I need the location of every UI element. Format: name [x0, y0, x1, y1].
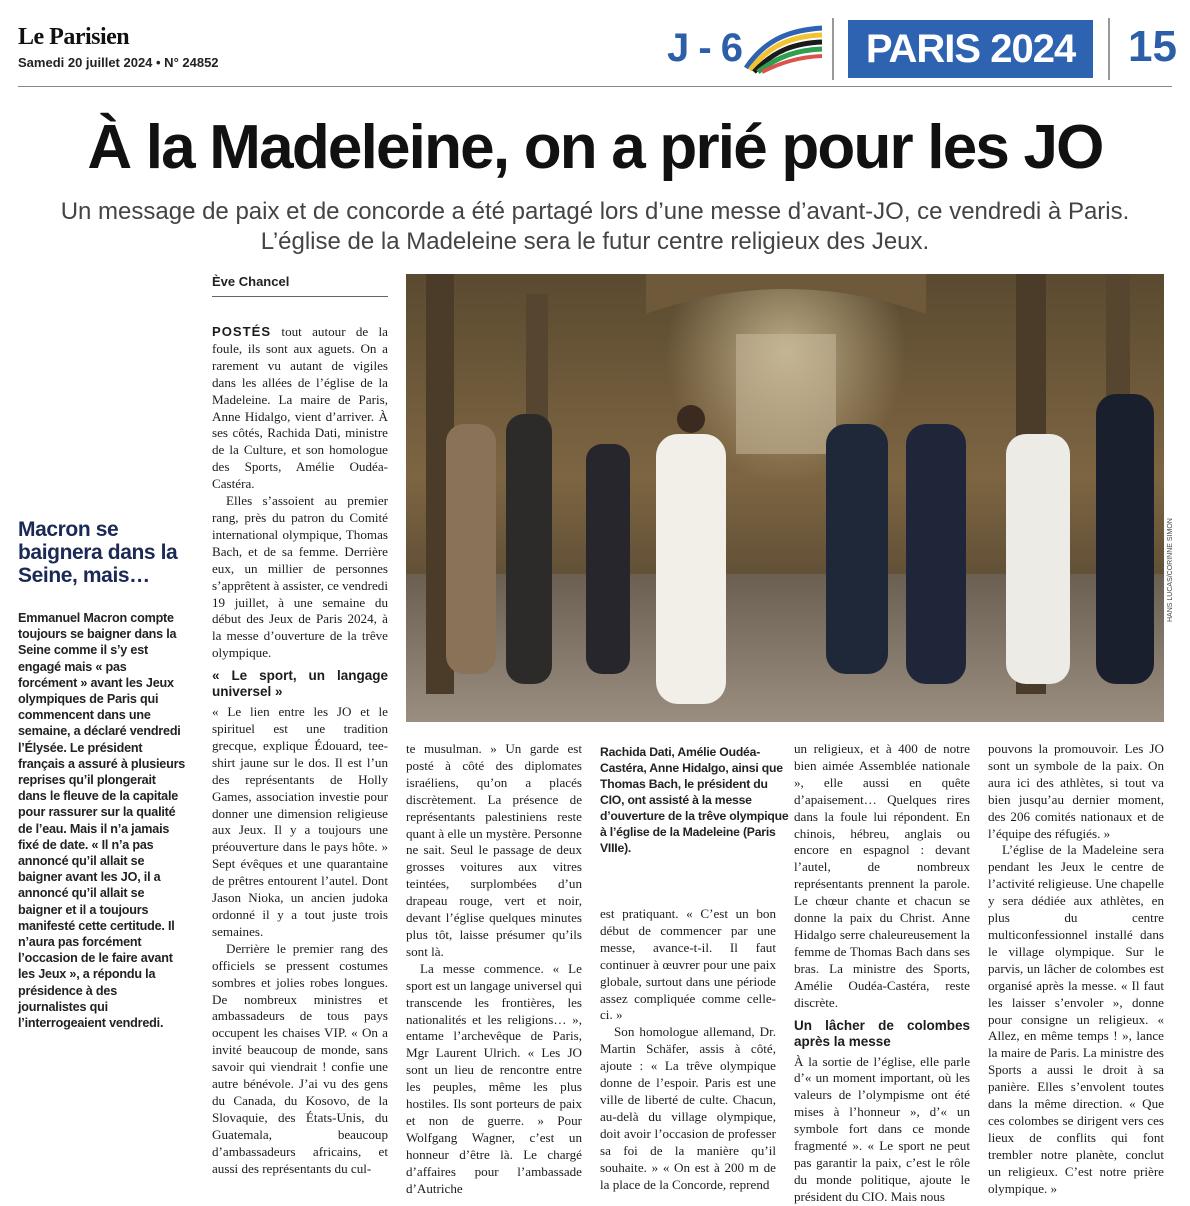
paragraph: « Le lien entre les JO et le spirituel est une tradition grecque, explique Édouard, tee-shirt jaune sur le dos. Il est l’un des représentants de Holly Games, association investie pour donner une dimension religieuse aux Jeux. Il y a toujours une préouverture dans le pays hôte. » Sept évêques et une quarantaine de prêtres entourent l’autel. Dont Jason Nioka, un ancien judoka ordonné il y a tout juste trois semaines. [212, 704, 388, 939]
olympic-ribbon-icon [742, 24, 824, 74]
subhead: Un lâcher de colombes après la messe [794, 1017, 970, 1049]
paragraph: À la sortie de l’église, elle parle d’« un moment important, où les valeurs de l’olympisme ont été mises à l’honneur », d’« un symbole fort dans ce monde fragmenté ». « Le sport ne peut pas garantir la paix, c’est le rôle du monde politique, ajoute le président du CIO. Mais nous [794, 1053, 970, 1204]
article-column-1 [212, 324, 388, 1178]
issue-date-line: Samedi 20 juillet 2024 • N° 24852 [18, 55, 219, 70]
subhead: « Le sport, un langage universel » [212, 668, 388, 700]
paragraph: Elles s’assoient au premier rang, près du patron du Comité international olympique, Thomas Bach, et de sa femme. Derrière eux, un millier de personnes s’apprêtent à assister, ce vendredi 19 juillet, à une semaine du début des Jeux de Paris 2024, à la messe d’ouverture de la trêve olympique. [212, 493, 388, 661]
paragraph-text: tout autour de la foule, ils sont aux aguets. On a rarement vu autant de vigiles dans les allées de l’église de la Madeleine. La maire de Paris, Anne Hidalgo, vient d’arriver. À ses côtés, Rachida Dati, ministre de la Culture, et son homologue des Sports, Amélie Oudéa-Castéra. [212, 324, 388, 492]
subtitle-line-2: L’église de la Madeleine sera le futur centre religieux des Jeux. [260, 228, 930, 255]
header-divider [1108, 18, 1110, 80]
paragraph: un religieux, et à 400 de notre bien aimée Assemblée nationale », elle aussi en quête d’apaisement… Quelques rires dans la foule lui répondent. En chinois, hébreu, anglais ou encore en espagnol : devant l’autel, de nombreux représentants prennent la parole. Le chœur chante et chacun se donne la paix du Christ. Anne Hidalgo serre chaleureusement la femme de Thomas Bach dans ses bras. La ministre des Sports, Amélie Oudéa-Castéra, reste discrète. [794, 741, 970, 1010]
newspaper-logo: Le Parisien [18, 24, 130, 50]
header-rule [18, 86, 1172, 87]
paragraph: L’église de la Madeleine sera pendant les Jeux le centre de l’activité religieuse. Une chapelle y sera dédiée aux athlètes, en plus du centre multiconfessionnel installé dans le village olympique. Sur le parvis, un lâcher de colombes est organisé après la messe. « Il faut les laisser s’envoler », donne pour consigne un religieux. « Allez, en même temps ! », lance la maire de Paris. La ministre des Sports a aussi le droit à sa panière. Elles s’envolent toutes dans la même direction. « Que ces colombes se dirigent vers ces lieux de conflits qui font trembler notre planète, conclut un religieux. C’est notre prière olympique. » [988, 842, 1164, 1196]
header-divider [832, 18, 834, 80]
photo-caption: Rachida Dati, Amélie Oudéa-Castéra, Anne Hidalgo, ainsi que Thomas Bach, le président du CIO, ont assisté à la messe d’ouverture de la trêve olympique à l’église de la Madeleine (Paris VIIIe). [600, 745, 789, 855]
article-column-2 [406, 741, 582, 1197]
lead-caps: POSTÉS [212, 324, 272, 339]
paragraph: est pratiquant. « C’est un bon début de commencer par une messe, avance-t-il. Il faut continuer à œuvrer pour une paix globale, surtout dans une période assez compliquée comme celle-ci. » [600, 906, 776, 1023]
subtitle-line-1: Un message de paix et de concorde a été partagé lors d’une messe d’avant-JO, ce vendredi à Paris. [60, 198, 1130, 225]
paragraph [212, 324, 388, 493]
paragraph: pouvons la promouvoir. Les JO sont un symbole de la paix. On aura ici des athlètes, si tout va bien jusqu’au dernier moment, des 206 comités nationaux et de l’équipe des réfugiés. » [988, 741, 1164, 841]
sidebar-text: Emmanuel Macron compte toujours se baigner dans la Seine comme il s’y est engagé mais « pas forcément » avant les Jeux olympiques de Paris qui commencent dans une semaine, a déclaré vendredi l’Élysée. Le président français a assuré à plusieurs reprises qu’il plongerait dans le fleuve de la capitale pour rassurer sur la qualité de l’eau. Mais il n’a jamais fixé de date. « Il n’a pas annoncé qu’il allait se baigner avant les JO, il a annoncé qu’il allait se baigner et il a toujours manifesté cette certitude. Il n’aura pas forcément l’occasion de le faire avant les Jeux », a répondu la présidence à des journalistes qui l’interrogeaient vendredi. [18, 611, 186, 1031]
paragraph: La messe commence. « Le sport est un langage universel qui transcende les frontières, les nationalités et les religions… », entame l’archevêque de Paris, Mgr Laurent Ulrich. « Les JO sont un lieu de rencontre entre les peuples, même les plus hostiles. Ils sont porteurs de paix et non de guerre. » Pour Wolfgang Wagner, c’est un honneur d’être là. Le chargé d’affaires pour l’ambassade d’Autriche [406, 960, 582, 1196]
article-column-3 [600, 906, 776, 1193]
section-banner: PARIS 2024 [848, 20, 1093, 78]
byline-rule [212, 296, 388, 297]
paragraph: Son homologue allemand, Dr. Martin Schäfer, assis à côté, ajoute : « La trêve olympique donne de l’espoir. Paris est une ville de liberté de culte. Chacun, au-delà du village olympique, doit avoir l’occasion de professer sa foi de la manière qu’il souhaite. » « On est à 200 m de la place de la Concorde, reprend [600, 1024, 776, 1192]
sidebar-title: Macron se baignera dans la Seine, mais… [18, 518, 178, 587]
paragraph: te musulman. » Un garde est posté à côté des diplomates israéliens, qu’on a placés discrètement. La présence de représentants palestiniens reste quant à elle un mystère. Personne ne sait. Seul le passage de deux grosses voitures aux vitres teintées, surplombées d’un drapeau rouge, vert et noir, devant l’église quelques minutes plus tôt, laisse présumer qu’ils sont là. [406, 741, 582, 959]
countdown-label: J - 6 [667, 26, 743, 70]
headline: À la Madeleine, on a prié pour les JO [87, 113, 1103, 182]
church-ceremony-photo [406, 274, 1164, 722]
article-column-4 [794, 741, 970, 1206]
byline: Ève Chancel [212, 274, 290, 289]
paragraph: Derrière le premier rang des officiels se pressent costumes sombres et jolies robes longues. De nombreux ministres et ambassadeurs de tous pays occupent les chaises VIP. « On a invité beaucoup de monde, sans savoir qui viendrait ! confie une autre bénévole. J’ai vu des gens du Canada, du Kosovo, de la Slovaquie, des États-Unis, du Guatemala, beaucoup d’ambassadeurs africains, et aussi des représentants du cul- [212, 940, 388, 1176]
photo-credit: HANS LUCAS/CORINNE SIMON [1167, 518, 1174, 622]
page-number: 15 [1128, 22, 1177, 71]
article-column-5 [988, 741, 1164, 1197]
